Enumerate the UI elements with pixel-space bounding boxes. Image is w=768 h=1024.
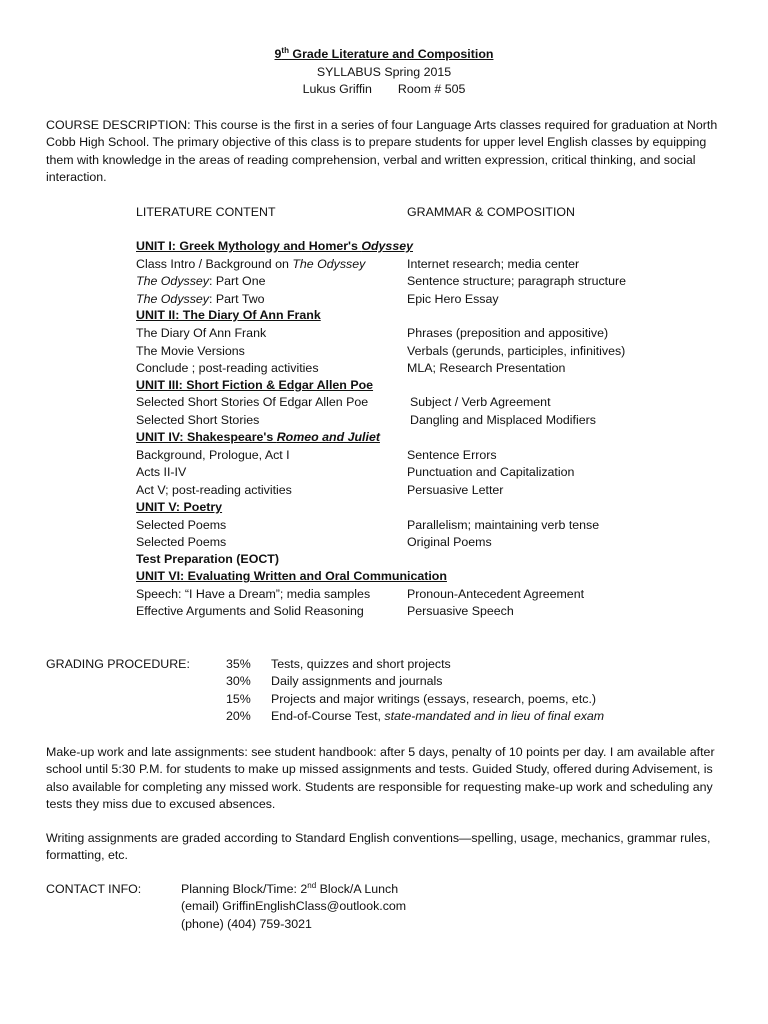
- unit-2-gram-2: Verbals (gerunds, participles, infinitives): [407, 344, 626, 358]
- unit-2-lit-2: The Movie Versions: [136, 344, 245, 358]
- unit-5-lit-2: Selected Poems: [136, 535, 227, 549]
- unit-4-lit-3: Act V; post-reading activities: [136, 483, 292, 497]
- syllabus-term: SYLLABUS Spring 2015: [316, 65, 452, 79]
- unit-1-lit-3: The Odyssey: Part Two: [136, 292, 265, 306]
- unit-6-lit-2: Effective Arguments and Solid Reasoning: [136, 604, 364, 618]
- contact-phone: (phone) (404) 759-3021: [181, 917, 312, 931]
- writing-policy: Writing assignments are graded according to Standard English conventions—spelling, usage, mechanics, grammar rules, formatting, etc.: [46, 831, 711, 863]
- grading-pct-3: 15%: [226, 692, 251, 706]
- unit-4-heading: UNIT IV: Shakespeare's Romeo and Juliet: [136, 430, 380, 444]
- grammar-composition-heading: GRAMMAR & COMPOSITION: [407, 205, 575, 219]
- unit-1-heading: UNIT I: Greek Mythology and Homer's Odyssey: [136, 239, 413, 253]
- test-preparation: Test Preparation (EOCT): [136, 552, 279, 566]
- unit-1-gram-1: Internet research; media center: [407, 257, 580, 271]
- planning-block: Planning Block/Time: 2nd Block/A Lunch: [181, 880, 399, 896]
- literature-content-heading: LITERATURE CONTENT: [136, 205, 276, 219]
- unit-2-gram-1: Phrases (preposition and appositive): [407, 326, 609, 340]
- teacher-room: Lukus Griffin Room # 505: [302, 82, 466, 96]
- grading-desc-1: Tests, quizzes and short projects: [271, 657, 451, 671]
- unit-6-heading: UNIT VI: Evaluating Written and Oral Communication: [136, 569, 447, 583]
- unit-4-gram-3: Persuasive Letter: [407, 483, 504, 497]
- grading-label: GRADING PROCEDURE:: [46, 657, 190, 671]
- grading-desc-4: End-of-Course Test, state-mandated and in lieu of final exam: [271, 709, 605, 723]
- unit-4-lit-2: Acts II-IV: [136, 465, 187, 479]
- page-title: 9th Grade Literature and Composition: [274, 45, 494, 61]
- grading-pct-4: 20%: [226, 709, 251, 723]
- unit-3-heading: UNIT III: Short Fiction & Edgar Allen Poe: [136, 378, 374, 392]
- unit-3-gram-2: Dangling and Misplaced Modifiers: [410, 413, 596, 427]
- unit-5-gram-1: Parallelism; maintaining verb tense: [407, 518, 600, 532]
- unit-2-gram-3: MLA; Research Presentation: [407, 361, 566, 375]
- unit-1-lit-2: The Odyssey: Part One: [136, 274, 266, 288]
- grading-pct-1: 35%: [226, 657, 251, 671]
- unit-3-gram-1: Subject / Verb Agreement: [410, 395, 551, 409]
- unit-1-gram-3: Epic Hero Essay: [407, 292, 499, 306]
- makeup-policy: Make-up work and late assignments: see student handbook: after 5 days, penalty of 10 points per day. I am available after school until 5:30 P.M. for students to make up missed assignments and tests. Guided Study, offered during Advisement, is also available for completing any missed work. Students are responsible for requesting make-up work and scheduling any tests they miss due to excused absences.: [46, 745, 715, 812]
- unit-2-lit-1: The Diary Of Ann Frank: [136, 326, 267, 340]
- unit-5-lit-1: Selected Poems: [136, 518, 227, 532]
- grading-pct-2: 30%: [226, 674, 251, 688]
- unit-6-lit-1: Speech: “I Have a Dream”; media samples: [136, 587, 371, 601]
- unit-3-lit-2: Selected Short Stories: [136, 413, 260, 427]
- course-description: COURSE DESCRIPTION: This course is the first in a series of four Language Arts classes required for graduation at North Cobb High School. The primary objective of this class is to prepare students for upper level English classes by equipping them with knowledge in the areas of reading comprehension, verbal and written expression, critical thinking, and social interaction.: [46, 118, 718, 185]
- unit-2-lit-3: Conclude ; post-reading activities: [136, 361, 319, 375]
- unit-1-gram-2: Sentence structure; paragraph structure: [407, 274, 627, 288]
- unit-4-gram-2: Punctuation and Capitalization: [407, 465, 575, 479]
- unit-6-gram-1: Pronoun-Antecedent Agreement: [407, 587, 585, 601]
- unit-4-gram-1: Sentence Errors: [407, 448, 497, 462]
- grading-desc-2: Daily assignments and journals: [271, 674, 443, 688]
- contact-email[interactable]: (email) GriffinEnglishClass@outlook.com: [181, 899, 407, 913]
- unit-5-heading: UNIT V: Poetry: [136, 500, 223, 514]
- unit-6-gram-2: Persuasive Speech: [407, 604, 514, 618]
- unit-4-lit-1: Background, Prologue, Act I: [136, 448, 290, 462]
- unit-2-heading: UNIT II: The Diary Of Ann Frank: [136, 308, 321, 322]
- grading-desc-3: Projects and major writings (essays, research, poems, etc.): [271, 692, 597, 706]
- unit-5-gram-2: Original Poems: [407, 535, 492, 549]
- unit-3-lit-1: Selected Short Stories Of Edgar Allen Poe: [136, 395, 369, 409]
- contact-label: CONTACT INFO:: [46, 882, 142, 896]
- unit-1-lit-1: Class Intro / Background on The Odyssey: [136, 257, 366, 271]
